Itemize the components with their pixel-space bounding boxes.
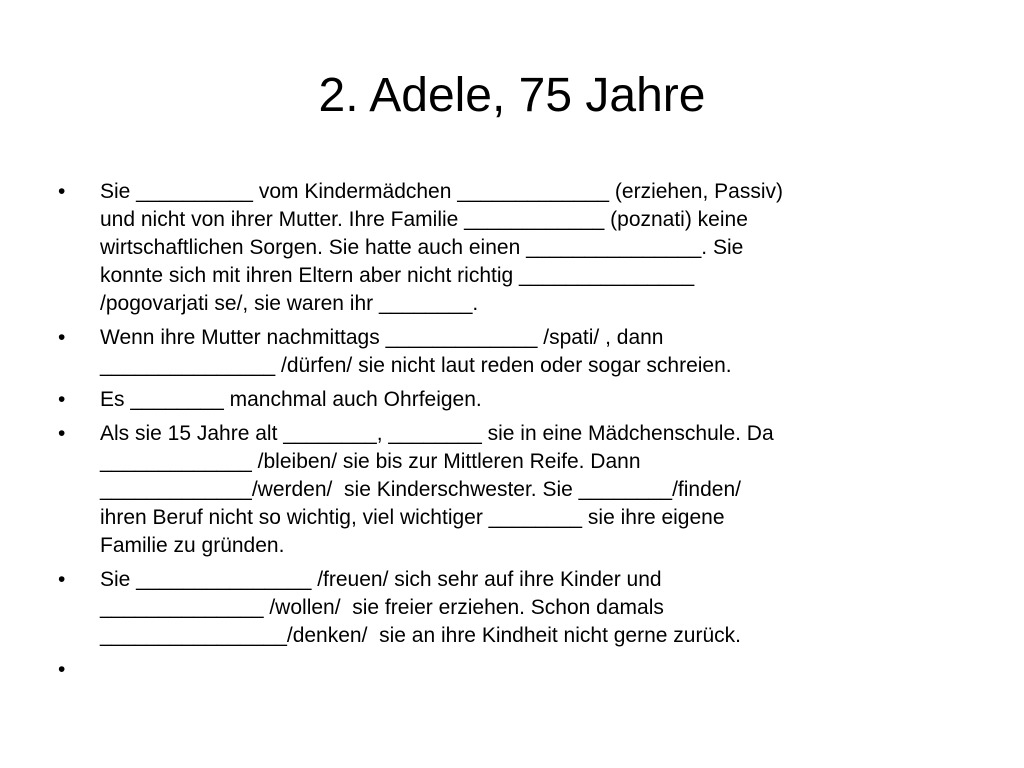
bullet-text-line: ________________/denken/ sie an ihre Kindheit nicht gerne zurück. [100,624,741,647]
bullet-item [58,566,958,650]
bullet-text-line: Als sie 15 Jahre alt ________, ________ sie in eine Mädchenschule. Da [100,422,774,445]
bullet-icon: • [58,326,66,349]
bullet-text-line: _____________/werden/ sie Kinderschwester. Sie ________/finden/ [100,478,741,501]
bullet-list [58,178,958,690]
bullet-item [58,420,958,560]
bullet-text-line: wirtschaftlichen Sorgen. Sie hatte auch einen _______________. Sie [100,236,744,259]
bullet-item-empty [58,656,958,684]
bullet-text-line: konnte sich mit ihren Eltern aber nicht richtig _______________ [100,264,695,287]
bullet-item [58,386,958,414]
bullet-text-line: Wenn ihre Mutter nachmittags _____________ /spati/ , dann [100,326,664,349]
bullet-icon: • [58,658,66,681]
bullet-text-line: /pogovarjati se/, sie waren ihr ________. [100,292,479,315]
bullet-icon: • [58,180,66,203]
bullet-icon: • [58,422,66,445]
bullet-text-line: _______________ /dürfen/ sie nicht laut reden oder sogar schreien. [100,354,732,377]
bullet-text-line: Familie zu gründen. [100,534,285,557]
bullet-icon: • [58,568,66,591]
bullet-text-line: Sie __________ vom Kindermädchen _____________ (erziehen, Passiv) [100,180,783,203]
bullet-text-line: ihren Beruf nicht so wichtig, viel wichtiger ________ sie ihre eigene [100,506,725,529]
empty-bullet-line [100,656,958,684]
bullet-text-line: Sie _______________ /freuen/ sich sehr auf ihre Kinder und [100,568,662,591]
bullet-text-line: und nicht von ihrer Mutter. Ihre Familie ____________ (poznati) keine [100,208,748,231]
bullet-icon: • [58,388,66,411]
slide-title: 2. Adele, 75 Jahre [318,69,706,122]
bullet-text-line: Es ________ manchmal auch Ohrfeigen. [100,388,482,411]
bullet-text-line: _____________ /bleiben/ sie bis zur Mittleren Reife. Dann [100,450,641,473]
bullet-item [58,178,958,318]
bullet-text-line: ______________ /wollen/ sie freier erziehen. Schon damals [100,596,664,619]
bullet-item [58,324,958,380]
